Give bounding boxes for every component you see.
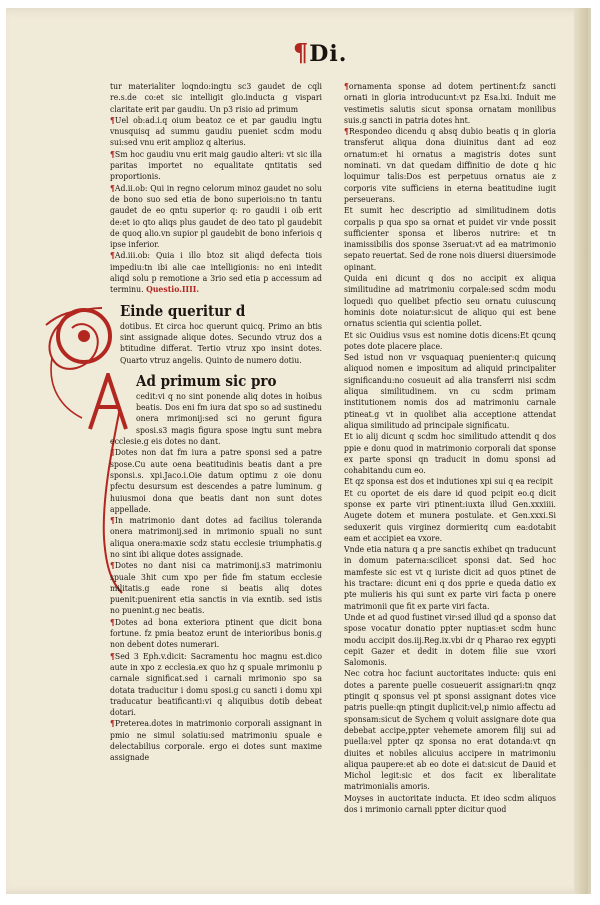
chapter-heading: Einde queritur d bbox=[110, 303, 322, 320]
paragraph-mark: ¶ bbox=[110, 149, 115, 160]
text-paragraph: Nec cotra hoc faciunt auctoritates inducte: quis eni dotes a parente puelle cosueuerit assignari:tn qnqz ptingit q sponsus vel pt sponsi assignant dotes vice patris puelle:qn ptingit duplicit:vel,p nimio affectu ad sponsam:sicut de Sychem q voluit assignare dote qua debebat accipe,ppter vehemete amorem filij sui ad puella:vel ppter qz sponsa no erat dotanda:vt qn diuites et nobiles alicuius accipere in matrimoniu aliqua paupere:et ab eo dote ei dat:sicut de Dauid et Michol legit:sic et dos facit ex liberalitate matrimonialis amoris. bbox=[344, 669, 556, 793]
text-paragraph: tur materialiter loqndo:ingtu sc3 gaudet de cqli re.s.de co:et sic intelligit glo.inducta g vispari claritate erit par gaudiu. Un p3 risio ad primum bbox=[110, 82, 322, 115]
text-paragraph: Et io alij dicunt q scdm hoc similitudo attendit q dos ppie e donu quod in matrimonio corporali dat sponse ex parte sponsi qn traducit in domu sponsi ad cohabitandu cum eo. bbox=[344, 432, 556, 477]
text-paragraph: ¶Dotes ad bona exteriora ptinent que dicit bona fortune. fz pmia beatoz erunt de interioribus bonis.g non debent dotes numerari. bbox=[110, 617, 322, 651]
text-paragraph: Et cu oportet de eis dare id quod pcipit eo.q dicit sponse ex parte viri ptinent:iuxta illud Gen.xxxiiii. Augete dotem et munera postulate. et Gen.xxxi.Si seduxerit quis virginez dormieritq cum ea:dotabit eam et accipiet ea vxore. bbox=[344, 488, 556, 544]
text-paragraph: ¶Dotes no dant nisi ca matrimonij.s3 matrimoniu spuale 3hit cum xpo per fide fm statum ecclesie militatis.g eade rone si beatis aliq dotes puenit:puenirent etia sanctis in via exntib. sed istis no puenint.g nec beatis. bbox=[110, 561, 322, 617]
text-paragraph: Moyses in auctoritate inducta. Et ideo scdm aliquos dos i mrimonio carnali ppter dicitur quod bbox=[344, 793, 556, 815]
text-paragraph: Unde et ad quod fustinet vir:sed illud qd a sponso dat spose vocatur donatio ppter nuptias:et scdm hunc modu accipit dos.iij.Reg.ix.vbi dr q Pharao rex egypti cepit Gazer et dedit in dotem filie sue vxori Salomonis. bbox=[344, 612, 556, 669]
text-paragraph: cedit:vi q no sint ponende aliq dotes in hoibus beatis. Dos eni fm iura dat spo so ad sustinedu onera mrimonij:sed sci no gerunt figura sposi.s3 magis figura spose ingtu sunt mebra ecclesie.g eis dotes no dant. bbox=[110, 391, 322, 448]
text-paragraph: ¶Dotes non dat fm iura a patre sponsi sed a patre spose.Cu aute oena beatitudinis beatis dant a pre sponsi.s. xpi.Jaco.i.Oie datum optimu z oie donu pfectu desursum est descendes a patre luminum. g huiusmoi dona que beatis dant non sunt dotes appellade. bbox=[110, 448, 322, 515]
quaestio-label: Questio.IIII. bbox=[146, 285, 200, 296]
text-paragraph: ¶Uel ob:ad.i.q oium beatoz ce et par gaudiu ingtu vnusquisq ad summu gaudiu pueniet scdm modu sui:sed vnu erit amplioz q alterius. bbox=[110, 115, 322, 149]
text-paragraph: Et qz sponsa est dos et indutiones xpi sui q ea recipit bbox=[344, 477, 553, 488]
text-paragraph: Sed istud non vr vsquaquaq puenienter:q quicunq aliquod nomen e impositum ad aliquid principaliter significandu:no cosueuit ad alia transferri nisi scdm aliqua similitudinem. vn cu scdm primam institutionem nomis dos ad matrimoniu carnale ptineat.g vt in quolibet alia acceptione attendat aliqua similitudo ad principale significatu. bbox=[344, 353, 556, 431]
text-paragraph: ¶Ad.ii.ob: Qui in regno celorum minoz gaudet no solu de bono suo sed etia de bono superiois:no tn tantu gaudet de eo qntu superior q: ro gaudii i oib erit de:et io qto aliqs plus gaudet de deo tato pl gaudebit de quoq alio.vn supior pl gaudebit de bono inferiois q ipse inferior. bbox=[110, 183, 322, 251]
paragraph-mark: ¶ bbox=[344, 82, 349, 92]
text-paragraph: ¶ornamenta sponse ad dotem pertinent:fz sancti ornati in gloria introducunt:vt pz Esa.lxi. Induit me vestimetis salutis sicut sponsa ornatam monilibus suis.g sancti in patria dotes hnt. bbox=[344, 82, 556, 126]
paragraph-mark: ¶ bbox=[110, 651, 115, 662]
paragraph-mark: ¶ bbox=[110, 719, 115, 730]
text-paragraph: Quida eni dicunt q dos no accipit ex aliqua similitudine ad matrimoniu corpale:sed scdm modu loquedi quo quelibet pfectio seu ornatu cuiuscunq hominis dote noiatur:sicut de aliquo qui est bene ornatus scientia qui scientia pollet. bbox=[344, 274, 556, 330]
paragraph-mark: ¶ bbox=[293, 38, 310, 67]
right-text-column bbox=[344, 82, 556, 816]
paragraph-mark: ¶ bbox=[110, 617, 115, 628]
paragraph-mark: ¶ bbox=[110, 115, 115, 126]
paragraph-mark: ¶ bbox=[110, 183, 115, 194]
text-paragraph: ¶Preterea.dotes in matrimonio corporali assignant in pmio ne simul solatiu:sed matrimoniu spuale e delectabilius corporale. ergo ei dotes sunt maxime assignade bbox=[110, 719, 322, 764]
text-paragraph: dotibus. Et circa hoc querunt quicq. Primo an btis sint assignade alique dotes. Secundo vtruz dos a btitudine differat. Tertio vtruz xpo insint dotes. Quarto vtruz angelis. Quinto de numero dotiu. bbox=[120, 321, 322, 366]
decorated-initial-d bbox=[40, 305, 114, 367]
text-paragraph: ¶In matrimonio dant dotes ad facilius toleranda onera matrimonij.sed in mrimonio spuali no sunt aliqua onera:maxie scdz statu ecclesie triumphatis.g no sint ibi alique dotes assignade. bbox=[110, 516, 322, 560]
text-paragraph: ¶Ad.iii.ob: Quia i illo btoz sit aliqd defecta tiois impediu:tn ibi alie cae intelligionis: no eni intedit aliqd solu p remotione a 3rio sed etia p accessum ad terminu. Questio.IIII. bbox=[110, 251, 322, 296]
paragraph-mark: ¶ bbox=[110, 516, 115, 527]
text-paragraph: Vnde etia natura q a pre sanctis exhibet qn traducunt in domum paterna:scilicet sponsi dat. Sed hoc mamfeste sic est vt q iuriste dicit ad quos ptinet de his tractare: dicunt eni q dos pprie e queda datio ex pte mulieris his qui sunt ex parte viri facta p onere matrimonii que fit ex parte viri facta. bbox=[344, 545, 556, 612]
text-paragraph: Et sic Ouidius vsus est nomine dotis dicens:Et qcunq potes dote placere place. bbox=[344, 330, 556, 352]
article-heading: Ad primum sic pro bbox=[110, 373, 322, 390]
text-paragraph: Et sumit hec descriptio ad similitudinem dotis corpalis p qua spo sa ornat et puidet vir vnde possit sufficienter sponsa et liberos nutrire: et tn inamissibilis dos sponse 3seruat:vt ad ea matrimonio sepato reuertat. Sed de rone nois diuersi diuersimode opinant. bbox=[344, 206, 556, 273]
text-paragraph: ¶Sm hoc gaudiu vnu erit maig gaudio alteri: vt sic illa paritas importet no equalitate qntitatis sed proportionis. bbox=[110, 149, 322, 183]
paragraph-mark: ¶ bbox=[110, 251, 115, 262]
folio-numeral: Di. bbox=[309, 41, 348, 67]
text-paragraph: ¶Respondeo dicendu q absq dubio beatis q in gloria transferut aliqua dona diuinitus dant ad eoz ornatum:et hi ornatus a magistris dotes sunt nominati. vn dat quedam diffinitio de dote q hic loquimur talis:Dos est perpetuus ornatus aie z corporis vite sufficiens in eterna beatitudine iugit perseuerans. bbox=[344, 127, 556, 205]
paragraph-mark: ¶ bbox=[110, 448, 115, 459]
paragraph-mark: ¶ bbox=[110, 561, 115, 572]
paragraph-mark: ¶ bbox=[344, 127, 349, 138]
page-spine-shadow bbox=[574, 8, 588, 894]
folio-heading bbox=[293, 38, 347, 67]
text-paragraph: ¶Sed 3 Eph.v.dicit: Sacramentu hoc magnu est.dico aute in xpo z ecclesia.ex quo hz q spuale mrimoniu p carnale significat.sed i carnali mrimonio spo sa dotata traducitur i domu sposi.g cu sancti i domu xpi traducatur beatificanti:vi q aliquibus dotib debeat dotari. bbox=[110, 651, 322, 719]
decorated-initial-a bbox=[86, 373, 130, 431]
manuscript-page bbox=[6, 8, 591, 894]
left-text-column bbox=[110, 82, 322, 765]
